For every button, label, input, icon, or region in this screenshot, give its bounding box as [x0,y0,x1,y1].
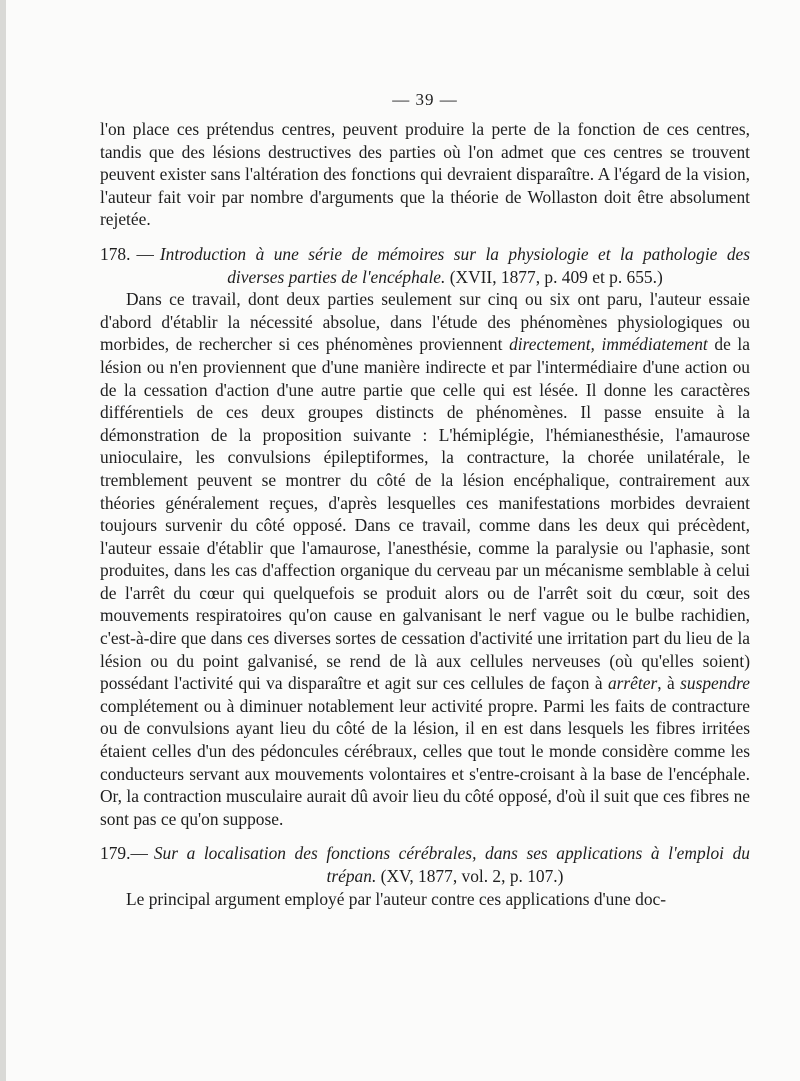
entry-178-citation: (XVII, 1877, p. 409 et p. 655.) [449,266,663,287]
entry-178-emphasis-1: directement, immédiatement [509,334,708,355]
entry-179-number: 179. [100,843,131,864]
entry-178-emphasis-3: suspendre [680,673,750,694]
entry-178-emphasis-2: arrêter [607,673,658,694]
entry-179-dash: — [130,843,148,864]
entry-179-heading [100,842,750,887]
entry-179-body: Le principal argument employé par l'auteur contre ces applications d'une doc- [126,888,667,909]
entry-178-title-cont: diverses parties de l'encéphale. [227,266,446,287]
entry-178-body-text-c: , à [657,673,681,694]
entry-178-body-text-d: complétement ou à diminuer notablement leur activité propre. Parmi les faits de contracture ou de convulsions ayant lieu du côté de la lésion, il en est dans lesquels les fibres irritées étaient celles d'un des pédoncules cérébraux, celles que tout le monde considère comme les conducteurs servant aux mouvements volontaires et s'entre-croisant à la base de l'encéphale. Or, la contraction musculaire aurait dû avoir lieu du côté opposé, d'où il suit que ces fibres ne sont pas ce qu'on suppose. [100,695,750,829]
entry-178-dash: — [136,243,154,264]
intro-paragraph: l'on place ces prétendus centres, peuvent produire la perte de la fonction de ces centres, tandis que des lésions destructives des parties où l'on admet que ces centres se trouvent peuvent exister sans l'altération des fonctions qui devraient disparaître. A l'égard de la vision, l'auteur fait voir par nombre d'arguments que la théorie de Wollaston doit être absolument rejetée. [100,119,750,230]
page-content [100,90,750,910]
entry-179-title-line1 [100,842,750,865]
entry-179-title-line2 [100,865,750,888]
entry-178-number: 178. [100,243,131,264]
entry-179-citation: (XV, 1877, vol. 2, p. 107.) [380,866,564,886]
page-number: — 39 — [392,90,458,109]
entry-178-title: Introduction à une série de mémoires sur la physiologie et la pathologie des [159,243,750,264]
entry-178-title-line2 [100,266,750,289]
entry-179-title: Sur a localisation des fonctions cérébrales, dans ses applications à l'emploi du [153,843,750,864]
entry-178-heading [100,243,750,288]
entry-178-body-text-a: Dans ce travail, dont deux parties seulement sur cinq ou six ont paru, l'auteur essaie d'abord d'établir la nécessité absolue, dans l'étude des phénomènes physiologiques ou morbides, de rechercher si ces phénomènes proviennent [100,289,750,355]
entry-178-body [100,288,750,830]
entry-178-title-line1 [100,243,750,266]
entry-179 [100,842,750,910]
entry-178 [100,243,750,830]
entry-179-title-cont: trépan. [326,866,377,886]
page-edge [0,0,6,1081]
entry-178-body-text-b: de la lésion ou n'en proviennent que d'une manière indirecte et par l'intermédiaire d'une action ou de la cessation d'action d'une autre partie que celle qui est lésée. Il donne les caractères différentiels de ces deux groupes distincts de phénomènes. Il passe ensuite à la démonstration de la proposition suivante : L'hémiplégie, l'hémianesthésie, l'amaurose unioculaire, les convulsions épileptiformes, la contracture, la chorée unilatérale, le tremblement peuvent se montrer du côté de la lésion encéphalique, contrairement aux théories généralement reçues, d'après lesquelles ces manifestations morbides devraient toujours survenir du côté opposé. Dans ce travail, comme dans les deux qui précèdent, l'auteur essaie d'établir que l'amaurose, l'anesthésie, comme la paralysie ou l'aphasie, sont produites, dans les cas d'affection organique du cerveau par un mécanisme semblable à celui de l'arrêt du cœur qui quelquefois se produit alors ou de l'arrêt soit du cœur, soit des mouvements respiratoires qu'on cause en galvanisant le nerf vague ou le bulbe rachidien, c'est-à-dire que dans ces diverses sortes de cessation d'activité une irritation part du lieu de la lésion ou du point galvanisé, se rend de là aux cellules nerveuses (où qu'elles soient) possédant l'activité qui va disparaître et agit sur ces cellules de façon à [100,334,750,694]
